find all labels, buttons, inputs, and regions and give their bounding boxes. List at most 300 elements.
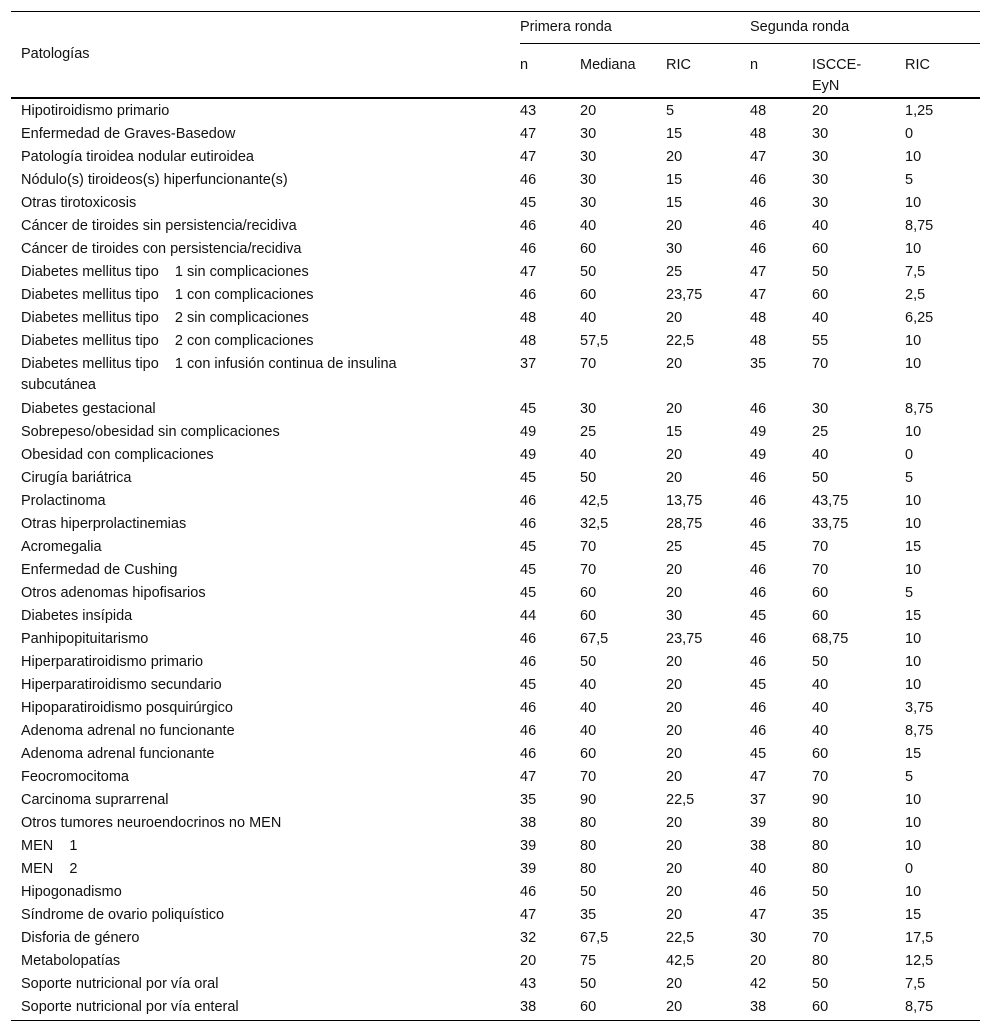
cell-n-segunda: 46 — [750, 195, 767, 211]
cell-ric-primera: 25 — [666, 539, 683, 555]
cell-ric-segunda: 10 — [905, 884, 922, 900]
cell-n-segunda: 46 — [750, 723, 767, 739]
cell-n-primera: 43 — [520, 976, 537, 992]
table-row — [11, 834, 980, 857]
cell-mediana: 30 — [580, 195, 597, 211]
cell-iscce: 30 — [812, 172, 829, 188]
results-table-container — [11, 11, 980, 1021]
table-row — [11, 857, 980, 880]
cell-ric-segunda: 2,5 — [905, 287, 926, 303]
cell-n-primera: 46 — [520, 884, 537, 900]
cell-patologia: Hiperparatiroidismo secundario — [21, 677, 222, 693]
cell-iscce: 90 — [812, 792, 829, 808]
cell-ric-primera: 20 — [666, 470, 683, 486]
cell-n-primera: 45 — [520, 401, 537, 417]
cell-n-primera: 44 — [520, 608, 537, 624]
cell-n-segunda: 46 — [750, 585, 767, 601]
cell-patologia: Prolactinoma — [21, 493, 106, 509]
cell-n-primera: 47 — [520, 769, 537, 785]
cell-ric-primera: 15 — [666, 172, 683, 188]
cell-patologia: Disforia de género — [21, 930, 140, 946]
table-row — [11, 306, 980, 329]
cell-n-segunda: 47 — [750, 149, 767, 165]
table-row — [11, 283, 980, 306]
cell-ric-primera: 20 — [666, 723, 683, 739]
cell-iscce: 40 — [812, 677, 829, 693]
cell-n-segunda: 47 — [750, 287, 767, 303]
cell-n-segunda: 38 — [750, 995, 812, 1021]
table-row — [11, 98, 980, 122]
cell-patologia: Síndrome de ovario poliquístico — [21, 907, 225, 923]
cell-n-primera: 49 — [520, 424, 537, 440]
cell-n-primera: 46 — [520, 723, 537, 739]
table-row — [11, 512, 980, 535]
cell-ric-primera: 13,75 — [666, 493, 703, 509]
cell-n-segunda: 20 — [750, 953, 767, 969]
cell-ric-primera: 20 — [666, 447, 683, 463]
header-primera-ronda: Primera ronda — [520, 12, 750, 44]
cell-patologia: Adenoma adrenal funcionante — [21, 746, 215, 762]
cell-iscce: 30 — [812, 126, 829, 142]
cell-ric-primera: 20 — [666, 700, 683, 716]
cell-patologia: Acromegalia — [21, 539, 102, 555]
header-patologias: Patologías — [11, 12, 520, 99]
cell-mediana: 25 — [580, 424, 597, 440]
cell-iscce: 60 — [812, 287, 829, 303]
cell-ric-segunda: 15 — [905, 608, 922, 624]
cell-mediana: 60 — [580, 241, 597, 257]
table-row — [11, 420, 980, 443]
cell-ric-segunda: 8,75 — [905, 401, 934, 417]
table-row — [11, 466, 980, 489]
cell-mediana: 50 — [580, 654, 597, 670]
cell-patologia: Cáncer de tiroides sin persistencia/recidiva — [21, 218, 297, 234]
cell-ric-segunda: 3,75 — [905, 700, 934, 716]
cell-n-primera: 39 — [520, 861, 537, 877]
cell-n-segunda: 38 — [750, 838, 767, 854]
cell-n-primera: 49 — [520, 447, 537, 463]
cell-mediana: 67,5 — [580, 631, 609, 647]
cell-ric-segunda: 15 — [905, 907, 922, 923]
cell-ric-primera: 22,5 — [666, 792, 695, 808]
cell-ric-primera: 20 — [666, 995, 750, 1021]
cell-iscce: 70 — [812, 930, 829, 946]
table-row — [11, 903, 980, 926]
header-row-groups — [11, 12, 980, 44]
table-row — [11, 880, 980, 903]
cell-iscce: 70 — [812, 562, 829, 578]
cell-iscce: 50 — [812, 654, 829, 670]
header-ric-segunda: RIC — [905, 44, 980, 99]
cell-ric-primera: 15 — [666, 195, 683, 211]
cell-n-segunda: 46 — [750, 654, 767, 670]
cell-iscce: 20 — [812, 103, 829, 119]
cell-patologia: Diabetes gestacional — [21, 401, 156, 417]
table-row — [11, 214, 980, 237]
cell-n-primera: 37 — [520, 356, 537, 372]
cell-ric-segunda: 10 — [905, 792, 922, 808]
cell-n-primera: 46 — [520, 241, 537, 257]
cell-iscce: 30 — [812, 149, 829, 165]
cell-ric-primera: 30 — [666, 608, 683, 624]
cell-ric-segunda: 8,75 — [905, 218, 934, 234]
cell-n-primera: 48 — [520, 310, 537, 326]
cell-ric-primera: 22,5 — [666, 333, 695, 349]
cell-n-primera: 47 — [520, 126, 537, 142]
cell-n-primera: 45 — [520, 539, 537, 555]
cell-ric-segunda: 10 — [905, 333, 922, 349]
cell-iscce: 40 — [812, 723, 829, 739]
cell-n-segunda: 46 — [750, 884, 767, 900]
header-ric-primera: RIC — [666, 44, 750, 99]
table-row — [11, 535, 980, 558]
cell-n-segunda: 49 — [750, 424, 767, 440]
cell-ric-primera: 20 — [666, 218, 683, 234]
cell-patologia: Soporte nutricional por vía oral — [21, 976, 219, 992]
cell-n-primera: 46 — [520, 746, 537, 762]
cell-ric-segunda: 1,25 — [905, 103, 934, 119]
cell-n-primera: 46 — [520, 287, 537, 303]
table-row — [11, 765, 980, 788]
cell-n-primera: 46 — [520, 654, 537, 670]
cell-iscce: 30 — [812, 401, 829, 417]
cell-patologia: Hipotiroidismo primario — [21, 103, 170, 119]
table-row — [11, 673, 980, 696]
cell-ric-segunda: 10 — [905, 516, 922, 532]
table-row — [11, 604, 980, 627]
cell-iscce: 50 — [812, 470, 829, 486]
cell-mediana: 80 — [580, 838, 597, 854]
cell-iscce: 60 — [812, 746, 829, 762]
cell-iscce: 80 — [812, 815, 829, 831]
cell-ric-primera: 20 — [666, 884, 683, 900]
cell-mediana: 60 — [580, 585, 597, 601]
cell-ric-segunda: 0 — [905, 447, 914, 463]
cell-mediana: 50 — [580, 470, 597, 486]
cell-n-segunda: 46 — [750, 631, 767, 647]
table-row — [11, 581, 980, 604]
table-row — [11, 949, 980, 972]
cell-patologia: Otras hiperprolactinemias — [21, 516, 187, 532]
table-row — [11, 742, 980, 765]
table-row — [11, 329, 980, 352]
cell-patologia: Metabolopatías — [21, 953, 121, 969]
cell-n-primera: 47 — [520, 264, 537, 280]
cell-mediana: 70 — [580, 562, 597, 578]
header-iscce-label: ISCCE-EyN — [812, 57, 862, 94]
cell-ric-segunda: 5 — [905, 172, 914, 188]
table-row — [11, 627, 980, 650]
cell-n-segunda: 42 — [750, 976, 767, 992]
cell-ric-segunda: 10 — [905, 677, 922, 693]
cell-ric-primera: 23,75 — [666, 287, 703, 303]
results-table — [11, 11, 980, 1021]
cell-iscce: 80 — [812, 838, 829, 854]
header-iscce — [812, 44, 905, 99]
cell-n-segunda: 46 — [750, 401, 767, 417]
cell-ric-primera: 20 — [666, 815, 683, 831]
table-row — [11, 352, 980, 397]
cell-n-segunda: 39 — [750, 815, 767, 831]
cell-patologia: Enfermedad de Cushing — [21, 562, 178, 578]
cell-ric-segunda: 7,5 — [905, 976, 926, 992]
table-row — [11, 788, 980, 811]
table-row — [11, 397, 980, 420]
cell-ric-primera: 23,75 — [666, 631, 703, 647]
cell-n-segunda: 46 — [750, 241, 767, 257]
cell-ric-primera: 20 — [666, 401, 683, 417]
cell-n-segunda: 47 — [750, 907, 767, 923]
cell-patologia: Diabetes insípida — [21, 608, 133, 624]
cell-mediana: 40 — [580, 447, 597, 463]
cell-ric-segunda: 10 — [905, 195, 922, 211]
cell-ric-primera: 15 — [666, 126, 683, 142]
cell-n-primera: 45 — [520, 585, 537, 601]
cell-mediana: 67,5 — [580, 930, 609, 946]
cell-ric-segunda: 10 — [905, 838, 922, 854]
cell-patologia: Adenoma adrenal no funcionante — [21, 723, 235, 739]
cell-mediana: 35 — [580, 907, 597, 923]
cell-ric-segunda: 10 — [905, 562, 922, 578]
cell-iscce: 35 — [812, 907, 829, 923]
cell-ric-segunda: 7,5 — [905, 264, 926, 280]
table-row — [11, 972, 980, 995]
cell-iscce: 55 — [812, 333, 829, 349]
cell-ric-segunda: 10 — [905, 654, 922, 670]
cell-patologia: Hipoparatiroidismo posquirúrgico — [21, 700, 233, 716]
cell-n-primera: 38 — [520, 995, 580, 1021]
cell-ric-segunda: 0 — [905, 861, 914, 877]
cell-n-primera: 46 — [520, 516, 537, 532]
cell-ric-segunda: 17,5 — [905, 930, 934, 946]
table-row — [11, 650, 980, 673]
cell-ric-segunda: 10 — [905, 424, 922, 440]
cell-patologia: Hipogonadismo — [21, 884, 122, 900]
table-row — [11, 926, 980, 949]
cell-iscce: 43,75 — [812, 493, 849, 509]
cell-patologia: Enfermedad de Graves-Basedow — [21, 126, 236, 142]
cell-patologia: Carcinoma suprarrenal — [21, 792, 169, 808]
cell-n-primera: 46 — [520, 218, 537, 234]
cell-n-primera: 46 — [520, 700, 537, 716]
cell-n-segunda: 46 — [750, 493, 767, 509]
cell-patologia: Hiperparatiroidismo primario — [21, 654, 204, 670]
cell-n-primera: 45 — [520, 677, 537, 693]
cell-n-segunda: 48 — [750, 333, 767, 349]
table-row — [11, 443, 980, 466]
cell-ric-primera: 20 — [666, 310, 683, 326]
cell-ric-primera: 20 — [666, 861, 683, 877]
cell-mediana: 90 — [580, 792, 597, 808]
cell-n-primera: 39 — [520, 838, 537, 854]
cell-mediana: 70 — [580, 769, 597, 785]
cell-mediana: 70 — [580, 356, 597, 372]
cell-mediana: 20 — [580, 103, 597, 119]
cell-n-primera: 20 — [520, 953, 537, 969]
cell-ric-primera: 28,75 — [666, 516, 703, 532]
table-row — [11, 696, 980, 719]
cell-ric-segunda: 10 — [905, 493, 922, 509]
cell-n-primera: 47 — [520, 149, 537, 165]
cell-n-segunda: 45 — [750, 746, 767, 762]
cell-n-segunda: 49 — [750, 447, 767, 463]
table-header — [11, 12, 980, 99]
cell-iscce: 50 — [812, 264, 829, 280]
cell-ric-segunda: 12,5 — [905, 953, 934, 969]
cell-patologia: Nódulo(s) tiroideos(s) hiperfuncionante(s) — [21, 172, 288, 188]
cell-mediana: 50 — [580, 976, 597, 992]
cell-n-segunda: 47 — [750, 264, 767, 280]
cell-ric-primera: 20 — [666, 976, 683, 992]
cell-iscce: 40 — [812, 310, 829, 326]
cell-iscce: 25 — [812, 424, 829, 440]
cell-patologia: MEN 2 — [21, 861, 78, 877]
cell-n-segunda: 48 — [750, 103, 767, 119]
cell-ric-segunda: 5 — [905, 585, 914, 601]
cell-iscce: 70 — [812, 356, 829, 372]
cell-mediana: 30 — [580, 401, 597, 417]
cell-n-segunda: 46 — [750, 218, 767, 234]
cell-ric-primera: 5 — [666, 103, 675, 119]
table-row — [11, 237, 980, 260]
cell-mediana: 60 — [580, 995, 666, 1021]
cell-iscce: 70 — [812, 539, 829, 555]
cell-mediana: 30 — [580, 172, 597, 188]
cell-mediana: 32,5 — [580, 516, 609, 532]
cell-n-primera: 38 — [520, 815, 537, 831]
cell-iscce: 33,75 — [812, 516, 849, 532]
cell-n-segunda: 30 — [750, 930, 767, 946]
cell-patologia: Cáncer de tiroides con persistencia/recidiva — [21, 241, 302, 257]
table-row — [11, 719, 980, 742]
cell-n-primera: 45 — [520, 470, 537, 486]
table-row — [11, 122, 980, 145]
cell-mediana: 50 — [580, 884, 597, 900]
cell-n-segunda: 46 — [750, 562, 767, 578]
cell-mediana: 50 — [580, 264, 597, 280]
table-row — [11, 145, 980, 168]
cell-iscce: 40 — [812, 218, 829, 234]
table-row — [11, 191, 980, 214]
cell-ric-primera: 42,5 — [666, 953, 695, 969]
table-row — [11, 168, 980, 191]
cell-n-primera: 32 — [520, 930, 537, 946]
cell-ric-segunda: 15 — [905, 746, 922, 762]
cell-mediana: 30 — [580, 126, 597, 142]
cell-ric-segunda: 10 — [905, 356, 922, 372]
cell-n-segunda: 46 — [750, 172, 767, 188]
cell-patologia: Obesidad con complicaciones — [21, 447, 214, 463]
cell-ric-primera: 25 — [666, 264, 683, 280]
cell-patologia: Otros tumores neuroendocrinos no MEN — [21, 815, 282, 831]
cell-n-segunda: 47 — [750, 769, 767, 785]
cell-patologia: Panhipopituitarismo — [21, 631, 149, 647]
cell-ric-primera: 20 — [666, 585, 683, 601]
cell-ric-segunda: 10 — [905, 631, 922, 647]
cell-iscce: 60 — [812, 241, 829, 257]
cell-patologia: Cirugía bariátrica — [21, 470, 132, 486]
cell-patologia: Otros adenomas hipofisarios — [21, 585, 206, 601]
header-segunda-ronda: Segunda ronda — [750, 12, 980, 44]
cell-iscce: 60 — [812, 608, 829, 624]
cell-n-segunda: 45 — [750, 677, 767, 693]
cell-n-primera: 45 — [520, 195, 537, 211]
cell-ric-primera: 20 — [666, 838, 683, 854]
cell-iscce: 50 — [812, 884, 829, 900]
cell-n-segunda: 45 — [750, 539, 767, 555]
cell-ric-primera: 15 — [666, 424, 683, 440]
cell-iscce: 68,75 — [812, 631, 849, 647]
table-row — [11, 811, 980, 834]
table-row — [11, 995, 980, 1021]
cell-ric-segunda: 10 — [905, 241, 922, 257]
cell-mediana: 40 — [580, 310, 597, 326]
header-mediana: Mediana — [580, 44, 666, 99]
header-n-segunda: n — [750, 44, 812, 99]
table-row — [11, 558, 980, 581]
cell-iscce: 40 — [812, 700, 829, 716]
cell-mediana: 57,5 — [580, 333, 609, 349]
cell-mediana: 60 — [580, 287, 597, 303]
cell-iscce: 60 — [812, 995, 905, 1021]
cell-ric-segunda: 8,75 — [905, 995, 980, 1021]
cell-patologia: Otras tirotoxicosis — [21, 195, 137, 211]
cell-ric-segunda: 0 — [905, 126, 914, 142]
cell-mediana: 42,5 — [580, 493, 609, 509]
cell-mediana: 40 — [580, 218, 597, 234]
cell-mediana: 80 — [580, 861, 597, 877]
cell-ric-primera: 20 — [666, 907, 683, 923]
cell-mediana: 80 — [580, 815, 597, 831]
cell-patologia: Feocromocitoma — [21, 769, 129, 785]
cell-n-segunda: 35 — [750, 356, 767, 372]
cell-n-primera: 47 — [520, 907, 537, 923]
cell-mediana: 70 — [580, 539, 597, 555]
cell-iscce: 80 — [812, 953, 829, 969]
cell-iscce: 80 — [812, 861, 829, 877]
cell-n-primera: 43 — [520, 103, 537, 119]
cell-mediana: 40 — [580, 723, 597, 739]
cell-n-primera: 46 — [520, 493, 537, 509]
cell-ric-primera: 20 — [666, 654, 683, 670]
cell-n-primera: 46 — [520, 172, 537, 188]
cell-iscce: 50 — [812, 976, 829, 992]
cell-n-segunda: 48 — [750, 310, 767, 326]
cell-n-segunda: 37 — [750, 792, 767, 808]
header-n-primera: n — [520, 44, 580, 99]
table-body — [11, 98, 980, 1021]
cell-mediana: 75 — [580, 953, 597, 969]
cell-ric-segunda: 5 — [905, 470, 914, 486]
table-row — [11, 489, 980, 512]
cell-patologia: Sobrepeso/obesidad sin complicaciones — [21, 424, 280, 440]
cell-ric-segunda: 10 — [905, 149, 922, 165]
cell-ric-primera: 20 — [666, 356, 683, 372]
cell-n-primera: 48 — [520, 333, 537, 349]
cell-patologia: Diabetes mellitus tipo 2 sin complicaciones — [21, 310, 309, 326]
cell-patologia: Diabetes mellitus tipo 1 con infusión continua de insulina subcutánea — [21, 356, 397, 393]
cell-iscce: 70 — [812, 769, 829, 785]
cell-n-segunda: 45 — [750, 608, 767, 624]
cell-ric-segunda: 5 — [905, 769, 914, 785]
cell-n-segunda: 46 — [750, 470, 767, 486]
cell-ric-primera: 20 — [666, 562, 683, 578]
cell-patologia: Diabetes mellitus tipo 2 con complicaciones — [21, 333, 314, 349]
cell-patologia: Soporte nutricional por vía enteral — [11, 995, 520, 1021]
cell-n-primera: 45 — [520, 562, 537, 578]
cell-ric-segunda: 6,25 — [905, 310, 934, 326]
cell-iscce: 60 — [812, 585, 829, 601]
